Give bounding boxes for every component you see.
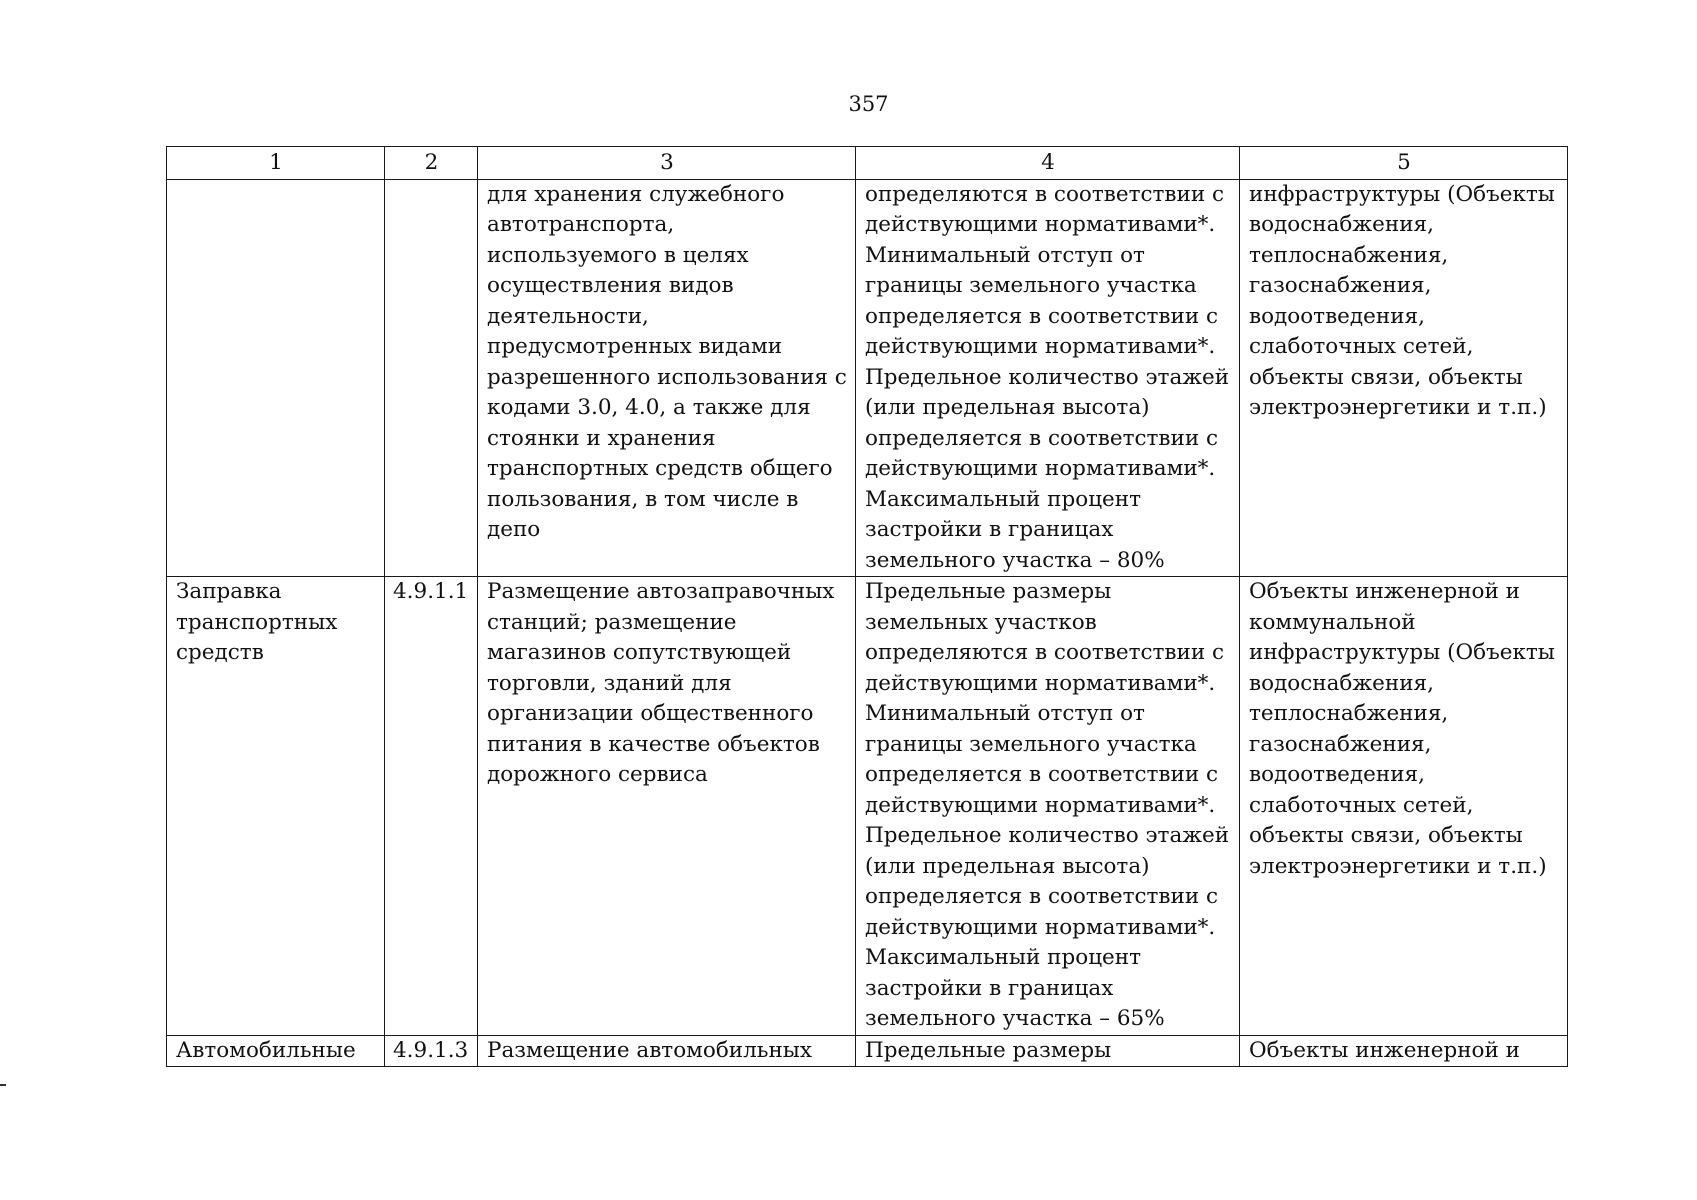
table-row bbox=[167, 1035, 1568, 1067]
parameters-cell: определяются в соответствии с действующими нормативами*. Минимальный отступ от границы земельного участка определяется в соответствии с действующими нормативами*. Предельное количество этажей (или предельная высота) определяется в соответствии с действующими нормативами*. Максимальный процент застройки в границах земельного участка – 80% bbox=[856, 179, 1240, 577]
page-number: 357 bbox=[848, 92, 889, 116]
column-header-5: 5 bbox=[1240, 147, 1568, 180]
auxiliary-uses-cell: инфраструктуры (Объекты водоснабжения, теплоснабжения, газоснабжения, водоотведения, слаботочных сетей, объекты связи, объекты электроэнергетики и т.п.) bbox=[1240, 179, 1568, 577]
use-description-cell: для хранения служебного автотранспорта, используемого в целях осуществления видов деятельности, предусмотренных видами разрешенного использования с кодами 3.0, 4.0, а также для стоянки и хранения транспортных средств общего пользования, в том числе в депо bbox=[478, 179, 856, 577]
table-header-row bbox=[167, 147, 1568, 180]
use-code-cell: 4.9.1.3 bbox=[385, 1035, 478, 1067]
use-description-cell: Размещение автозаправочных станций; размещение магазинов сопутствующей торговли, зданий для организации общественного питания в качестве объектов дорожного сервиса bbox=[478, 577, 856, 1036]
auxiliary-uses-cell: Объекты инженерной и коммунальной инфраструктуры (Объекты водоснабжения, теплоснабжения, газоснабжения, водоотведения, слаботочных сетей, объекты связи, объекты электроэнергетики и т.п.) bbox=[1240, 577, 1568, 1036]
use-description-cell: Размещение автомобильных bbox=[478, 1035, 856, 1067]
column-header-1: 1 bbox=[167, 147, 385, 180]
use-code-cell bbox=[385, 179, 478, 577]
land-use-table bbox=[166, 146, 1568, 1067]
table-row bbox=[167, 179, 1568, 577]
column-header-3: 3 bbox=[478, 147, 856, 180]
use-code-cell: 4.9.1.1 bbox=[385, 577, 478, 1036]
use-name-cell: Автомобильные bbox=[167, 1035, 385, 1067]
column-header-4: 4 bbox=[856, 147, 1240, 180]
parameters-cell: Предельные размеры земельных участков определяются в соответствии с действующими нормативами*. Минимальный отступ от границы земельного участка определяется в соответствии с действующими нормативами*. Предельное количество этажей (или предельная высота) определяется в соответствии с действующими нормативами*. Максимальный процент застройки в границах земельного участка – 65% bbox=[856, 577, 1240, 1036]
table-row bbox=[167, 577, 1568, 1036]
use-name-cell bbox=[167, 179, 385, 577]
column-header-2: 2 bbox=[385, 147, 478, 180]
auxiliary-uses-cell: Объекты инженерной и bbox=[1240, 1035, 1568, 1067]
parameters-cell: Предельные размеры bbox=[856, 1035, 1240, 1067]
use-name-cell: Заправка транспортных средств bbox=[167, 577, 385, 1036]
scan-edge-mark bbox=[0, 1084, 6, 1086]
